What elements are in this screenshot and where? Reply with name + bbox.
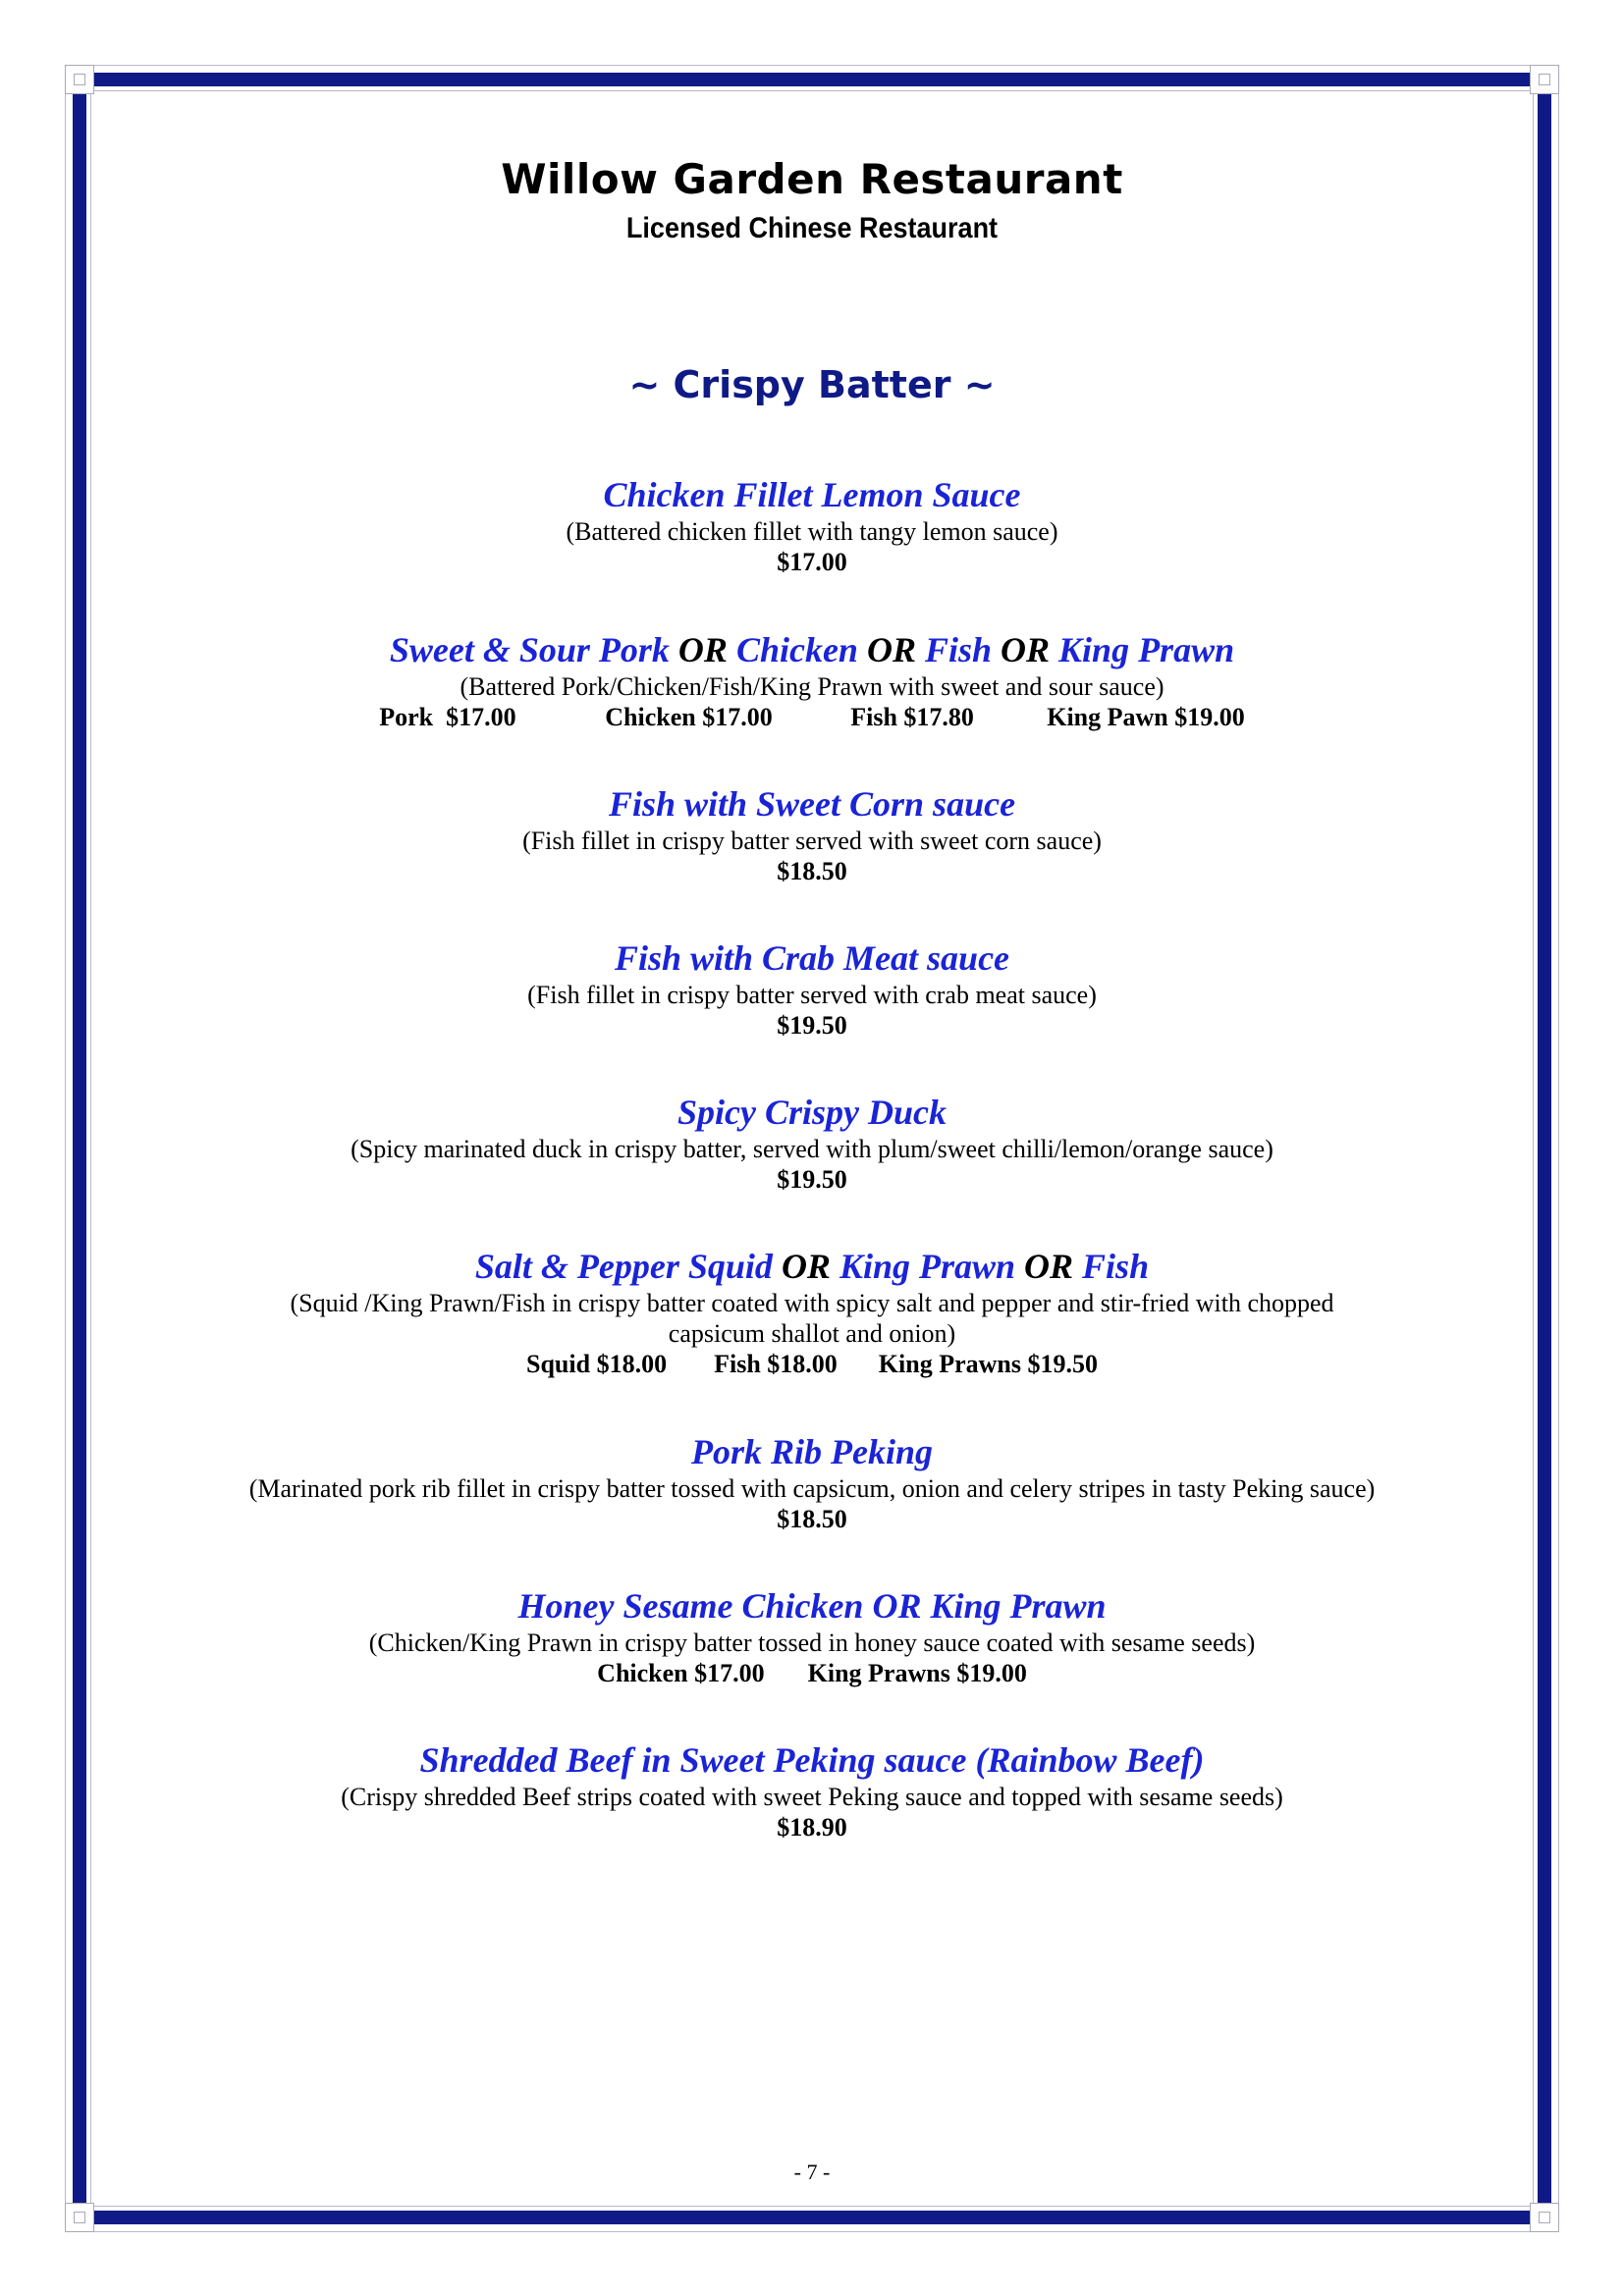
item-name-part: Chicken: [735, 630, 858, 669]
item-price: Fish $17.80: [850, 703, 974, 731]
item-name-part: Sweet & Sour Pork: [389, 630, 670, 669]
item-name-part: Fish: [924, 630, 993, 669]
item-price: King Prawns $19.50: [878, 1350, 1098, 1378]
item-name-part: Salt & Pepper Squid: [474, 1247, 773, 1286]
item-name: Shredded Beef in Sweet Peking sauce (Rainbow Beef): [419, 1740, 1205, 1780]
item-description: (Battered Pork/Chicken/Fish/King Prawn with sweet and sour sauce): [460, 672, 1164, 701]
item-description: (Spicy marinated duck in crispy batter, served with plum/sweet chilli/lemon/orange sauce): [351, 1135, 1273, 1163]
item-name-part: Fish: [1082, 1247, 1150, 1286]
item-name-or: OR: [857, 630, 925, 669]
item-name: [0, 1245, 1624, 1288]
menu-item-fish-crab-meat: [0, 936, 1624, 1041]
corner-ornament-top-right: [1530, 65, 1559, 94]
item-prices: [0, 1349, 1624, 1379]
item-name: Spicy Crispy Duck: [677, 1093, 947, 1132]
corner-ornament-top-left: [65, 65, 94, 94]
menu-item-pork-rib-peking: [0, 1430, 1624, 1534]
item-price: $18.50: [777, 1505, 847, 1533]
item-name: Honey Sesame Chicken OR King Prawn: [517, 1586, 1107, 1626]
page-number: - 7 -: [793, 2160, 831, 2184]
item-price: Pork $17.00: [379, 703, 516, 731]
item-name: Fish with Sweet Corn sauce: [608, 784, 1016, 824]
corner-ornament-bottom-left: [65, 2203, 94, 2232]
item-price: $18.90: [777, 1813, 847, 1842]
section-title: ~ Crispy Batter ~: [628, 363, 996, 406]
corner-ornament-bottom-right: [1530, 2203, 1559, 2232]
item-price: Squid $18.00: [526, 1350, 668, 1378]
item-description-line: capsicum shallot and onion): [668, 1319, 956, 1348]
item-name: Fish with Crab Meat sauce: [614, 938, 1010, 978]
item-description: (Fish fillet in crispy batter served with sweet corn sauce): [522, 827, 1102, 855]
menu-item-fish-sweet-corn: [0, 782, 1624, 886]
item-description: (Battered chicken fillet with tangy lemon sauce): [566, 517, 1058, 546]
item-name-part: King Prawn: [839, 1247, 1016, 1286]
item-name-or: OR: [669, 630, 736, 669]
item-prices: [0, 1658, 1624, 1688]
item-price: Fish $18.00: [714, 1350, 838, 1378]
item-price: $19.50: [777, 1165, 847, 1194]
item-name: Chicken Fillet Lemon Sauce: [603, 475, 1021, 514]
item-description: (Crispy shredded Beef strips coated with sweet Peking sauce and topped with sesame seeds): [341, 1783, 1283, 1811]
item-name: Pork Rib Peking: [690, 1432, 933, 1471]
item-prices: [0, 702, 1624, 732]
item-description: (Fish fillet in crispy batter served with crab meat sauce): [527, 981, 1097, 1009]
menu-item-salt-pepper: [0, 1245, 1624, 1379]
menu-item-sweet-sour: [0, 628, 1624, 732]
item-price: King Prawns $19.00: [807, 1659, 1027, 1687]
item-name-or: OR: [992, 630, 1059, 669]
menu-item-honey-sesame: [0, 1584, 1624, 1688]
item-description: (Chicken/King Prawn in crispy batter tossed in honey sauce coated with sesame seeds): [368, 1629, 1256, 1657]
item-name-or: OR: [772, 1247, 839, 1286]
item-price: Chicken $17.00: [597, 1659, 765, 1687]
menu-item-spicy-crispy-duck: [0, 1091, 1624, 1195]
item-description-line: (Squid /King Prawn/Fish in crispy batter coated with spicy salt and pepper and stir-fried with chopped: [290, 1289, 1334, 1317]
item-price: $18.50: [777, 857, 847, 885]
item-price: $17.00: [777, 548, 847, 576]
menu-item-shredded-beef: [0, 1738, 1624, 1842]
menu-item-chicken-fillet-lemon: [0, 473, 1624, 577]
item-price: $19.50: [777, 1011, 847, 1040]
item-name-part: King Prawn: [1058, 630, 1235, 669]
restaurant-subtitle: Licensed Chinese Restaurant: [625, 212, 999, 244]
restaurant-name: Willow Garden Restaurant: [501, 155, 1123, 203]
item-name-or: OR: [1015, 1247, 1083, 1286]
item-description: (Marinated pork rib fillet in crispy batter tossed with capsicum, onion and celery stripes in tasty Peking sauce): [248, 1474, 1376, 1503]
item-price: Chicken $17.00: [605, 703, 773, 731]
item-price: King Pawn $19.00: [1047, 703, 1245, 731]
item-name: [0, 628, 1624, 671]
